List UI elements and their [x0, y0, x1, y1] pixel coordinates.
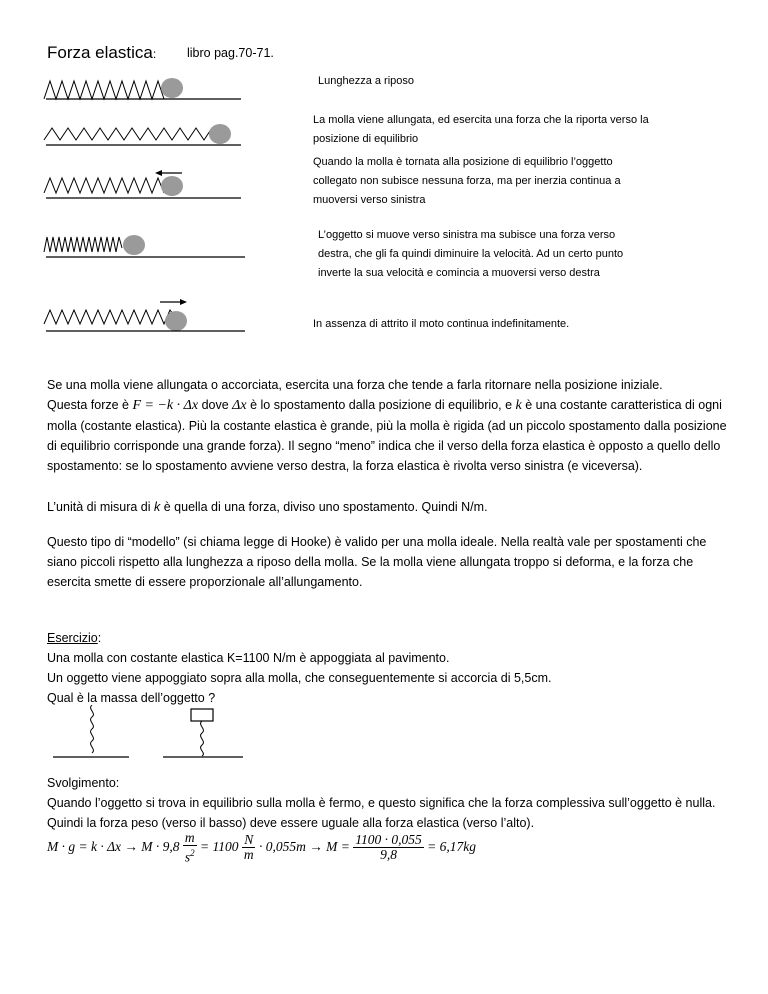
spring-rest-figure: [44, 78, 241, 99]
book-reference: libro pag.70-71.: [187, 46, 274, 60]
spring-oscillation-diagram: [40, 70, 260, 340]
spring-with-mass-figure: [163, 709, 243, 757]
paragraph-hooke-law: Se una molla viene allungata o accorciata, esercita una forza che tende a farla ritornare nella posizione iniziale. Questa forze è F = −k · Δx dove Δx è lo spostamento dalla posizione di equilibrio, e k è una costante caratteristica di ogni molla (costante elastica). Più la costante elastica è grande, più la molla è rigida (ad un piccolo spostamento dalla posizione di equilibrio corrisponde una grande forza). Il segno “meno” indica che il verso della forza elastica è opposto a quello dello spostamento: se lo spostamento avviene verso destra, la forza elastica è rivolta verso sinistra (e viceversa).: [47, 378, 727, 473]
caption-rest: Lunghezza a riposo: [318, 75, 415, 87]
solution-heading: Svolgimento:: [47, 776, 120, 790]
caption-compressed: L’oggetto si muove verso sinistra ma subisce una forza verso destra, che gli fa quindi diminuire la velocità. Ad un certo punto inverte la sua velocità e comincia a muoversi verso destra: [318, 229, 624, 279]
paragraph-unit: L’unità di misura di k è quella di una forza, diviso uno spostamento. Quindi N/m.: [47, 500, 488, 514]
exercise-block: Esercizio: Una molla con costante elastica K=1100 N/m è appoggiata al pavimento. Un oggetto viene appoggiato sopra alla molla, che conseguentemente si accorcia di 5,5cm. Qual è la massa dell’oggetto ?: [47, 631, 552, 705]
spring-equilibrium-figure: [44, 170, 241, 198]
spring-moving-right-figure: [44, 299, 245, 331]
spring-alone-figure: [53, 705, 129, 757]
caption-stretched: La molla viene allungata, ed esercita una forza che la riporta verso la posizione di equilibrio: [313, 114, 649, 145]
exercise-spring-diagram: [45, 705, 255, 765]
caption-equilibrium: Quando la molla è tornata alla posizione di equilibrio l’oggetto collegato non subisce nessuna forza, ma per inerzia continua a muoversi verso sinistra: [313, 156, 621, 206]
exercise-heading: Esercizio: [47, 631, 98, 645]
hooke-formula: F = −k · Δx: [132, 398, 199, 413]
spring-stretched-figure: [44, 124, 241, 145]
paragraph-ideal-spring: Questo tipo di “modello” (si chiama legge di Hooke) è valido per una molla ideale. Nella realtà vale per spostamenti che siano piccoli rispetto alla lunghezza a riposo della molla. Se la molla viene allungata troppo si deforma, e la forza che esercita smette di essere proporzionale all’allungamento.: [47, 535, 707, 589]
solution-formula: M · g = k · Δx → M · 9,8 $\frac{m}{s^2}$ = 1100 $\frac{N}{m}$ · 0,055m → M = $\frac{1100 \cdot 0,055}{9,8}$ = 6,17kg: [47, 830, 476, 865]
caption-no-friction: In assenza di attrito il moto continua indefinitamente.: [313, 318, 570, 330]
spring-compressed-figure: [44, 235, 245, 257]
page-title: Forza elastica:: [47, 43, 157, 62]
solution-block: Svolgimento: Quando l’oggetto si trova in equilibrio sulla molla è fermo, e questo significa che la forza complessiva sull’oggetto è nulla. Quindi la forza peso (verso il basso) deve essere uguale alla forza elastica (verso l’alto).: [47, 776, 716, 830]
